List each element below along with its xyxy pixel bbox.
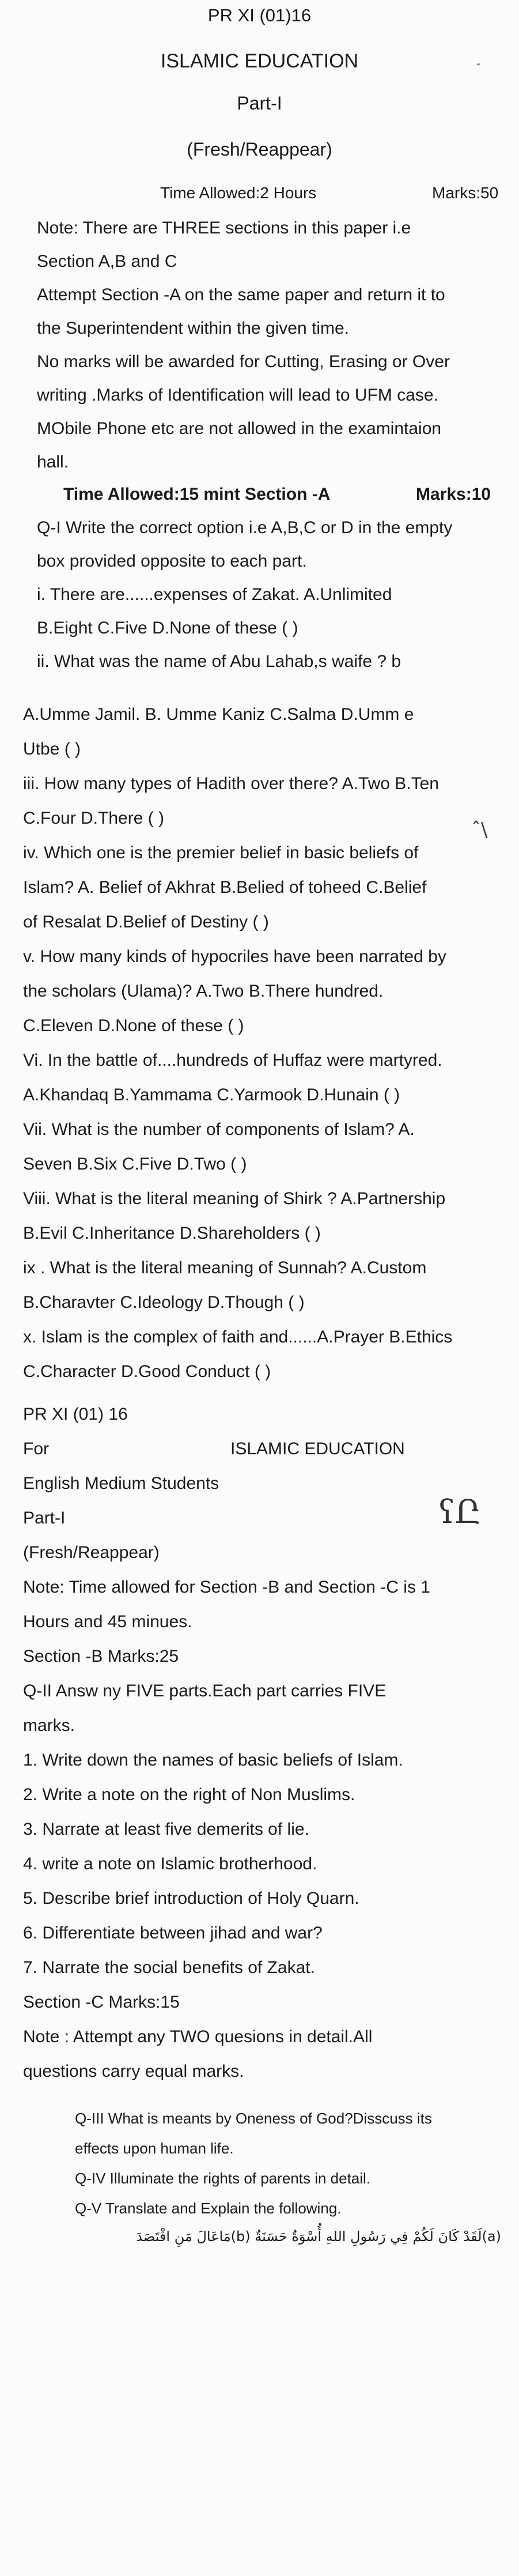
question-line: C.Four D.There ( ) — [23, 809, 165, 828]
question-line: ix . What is the literal meaning of Sunnah? A.Custom — [23, 1258, 427, 1277]
note-line: MObile Phone etc are not allowed in the examintaion — [37, 419, 442, 438]
question-line: Islam? A. Belief of Akhrat B.Belied of toheed C.Belief — [23, 878, 427, 897]
question-line: B.Eight C.Five D.None of these ( ) — [37, 618, 298, 638]
total-marks: Marks:50 — [432, 184, 499, 202]
note-line: No marks will be awarded for Cutting, Erasing or Over — [37, 352, 450, 371]
question-line: Seven B.Six C.Five D.Two ( ) — [23, 1155, 247, 1174]
question-line: Viii. What is the literal meaning of Shirk ? A.Partnership — [23, 1189, 446, 1208]
subject-title: ISLAMIC EDUCATION — [160, 50, 359, 72]
question-line: iv. Which one is the premier belief in basic beliefs of — [23, 843, 419, 862]
part2-line: Part-I — [23, 1508, 66, 1528]
section-a-marks: Marks:10 — [416, 485, 491, 504]
question-line: A.Umme Jamil. B. Umme Kaniz C.Salma D.Umm e — [23, 705, 414, 724]
question-line: x. Islam is the complex of faith and......A.Prayer B.Ethics — [23, 1327, 453, 1347]
part-label: Part-I — [237, 93, 282, 114]
part2-line: marks. — [23, 1716, 75, 1735]
section-c-line: Q-V Translate and Explain the following. — [75, 2200, 342, 2217]
question-line: B.Evil C.Inheritance D.Shareholders ( ) — [23, 1224, 321, 1243]
arabic-text: (a)لَقَدْ كَانَ لَكُمْ فِي رَسُولِ اللهِ أُسْوَةٌ حَسَنَةٌ (b)مَاعَالَ مَنِ اقْتَصَدَ — [136, 2228, 501, 2245]
part2-line: Section -B Marks:25 — [23, 1647, 179, 1666]
note-line: hall. — [37, 452, 69, 472]
question-line: Utbe ( ) — [23, 740, 81, 759]
part2-line: English Medium Students — [23, 1474, 219, 1493]
part2-line: 6. Differentiate between jihad and war? — [23, 1923, 323, 1943]
note-line: Note: There are THREE sections in this paper i.e — [37, 218, 411, 237]
paper-type: (Fresh/Reappear) — [187, 139, 332, 160]
part2-for: For — [23, 1439, 49, 1458]
paper-code: PR XI (01)16 — [207, 5, 312, 25]
question-line: Vii. What is the number of components of Islam? A. — [23, 1120, 415, 1139]
part2-line: 2. Write a note on the right of Non Muslims. — [23, 1785, 355, 1804]
part2-line: Note : Attempt any TWO quesions in detail.All — [23, 2027, 373, 2046]
part2-line: 3. Narrate at least five demerits of lie. — [23, 1820, 309, 1839]
question-line: ii. What was the name of Abu Lahab,s waife ? b — [37, 652, 401, 671]
section-c-line: Q-III What is meants by Oneness of God?Disscuss its — [75, 2110, 432, 2127]
part2-line: Q-II Answ ny FIVE parts.Each part carries FIVE — [23, 1681, 387, 1700]
section-c-line: Q-IV Illuminate the rights of parents in detail. — [75, 2170, 371, 2187]
note-line: Section A,B and C — [37, 252, 177, 271]
part2-line: 4. write a note on Islamic brotherhood. — [23, 1854, 317, 1873]
part2-code: PR XI (01) 16 — [23, 1405, 128, 1424]
question-line: the scholars (Ulama)? A.Two B.There hundred. — [23, 982, 384, 1001]
part2-line: questions carry equal marks. — [23, 2062, 244, 2081]
question-line: box provided opposite to each part. — [37, 552, 307, 571]
note-line: Attempt Section -A on the same paper and return it to — [37, 285, 445, 304]
question-line: v. How many kinds of hypocriles have been narrated by — [23, 947, 446, 966]
handwritten-mark: ˆ\ — [471, 819, 488, 842]
part2-line: Note: Time allowed for Section -B and Section -C is 1 — [23, 1578, 430, 1597]
question-line: C.Eleven D.None of these ( ) — [23, 1016, 244, 1035]
question-line: i. There are......expenses of Zakat. A.Unlimited — [37, 585, 392, 604]
note-line: the Superintendent within the given time. — [37, 319, 350, 338]
question-line: Q-I Write the correct option i.e A,B,C or D in the empty — [37, 518, 453, 537]
time-allowed: Time Allowed:2 Hours — [160, 184, 317, 202]
part2-subject: ISLAMIC EDUCATION — [230, 1439, 405, 1458]
part2-line: 5. Describe brief introduction of Holy Quarn. — [23, 1889, 359, 1908]
part2-line: (Fresh/Reappear) — [23, 1543, 160, 1562]
part2-line: Section -C Marks:15 — [23, 1993, 180, 2012]
question-line: Vi. In the battle of....hundreds of Huffaz were martyred. — [23, 1051, 442, 1070]
section-c-line: effects upon human life. — [75, 2140, 234, 2157]
question-line: A.Khandaq B.Yammama C.Yarmook D.Hunain ( ) — [23, 1085, 400, 1104]
question-line: iii. How many types of Hadith over there? A.Two B.Ten — [23, 774, 440, 793]
question-line: C.Character D.Good Conduct ( ) — [23, 1362, 271, 1381]
part2-line: 1. Write down the names of basic beliefs of Islam. — [23, 1751, 403, 1770]
section-a-time: Time Allowed:15 mint Section -A — [63, 485, 331, 504]
part2-line: Hours and 45 minues. — [23, 1612, 192, 1631]
question-line: B.Charavter C.Ideology D.Though ( ) — [23, 1293, 305, 1312]
note-line: writing .Marks of Identification will lead to UFM case. — [37, 386, 438, 405]
handwritten-number: ʕԸ — [438, 1493, 482, 1531]
question-line: of Resalat D.Belief of Destiny ( ) — [23, 912, 269, 931]
part2-line: 7. Narrate the social benefits of Zakat. — [23, 1958, 315, 1977]
scribble-mark: ˘ — [476, 62, 481, 74]
